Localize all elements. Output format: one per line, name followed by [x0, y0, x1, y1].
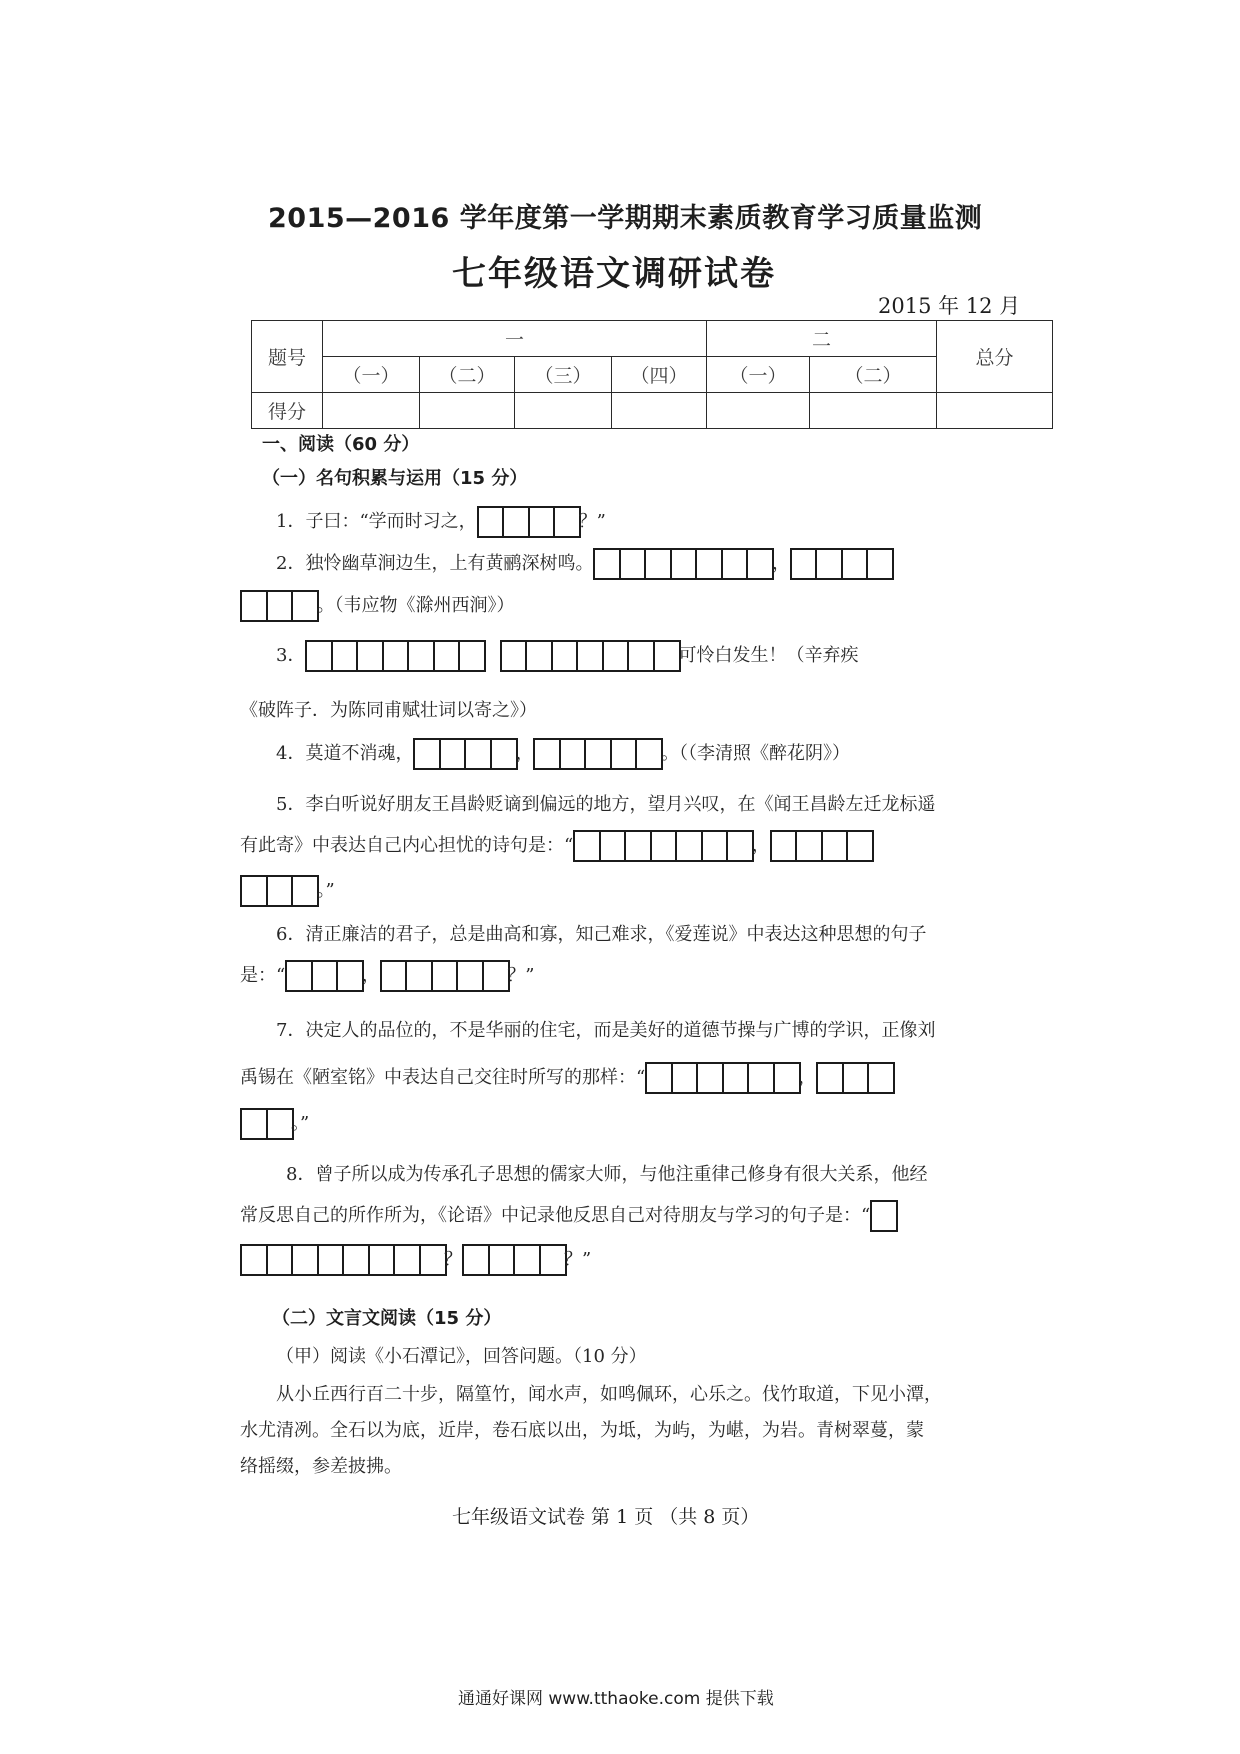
score-cell[interactable]: [810, 393, 937, 429]
answer-box[interactable]: [722, 1062, 750, 1094]
answer-boxes[interactable]: [533, 738, 661, 770]
question-7-end: 。”: [291, 1113, 310, 1134]
answer-box[interactable]: [433, 640, 461, 672]
answer-box[interactable]: [539, 1244, 567, 1276]
answer-box[interactable]: [407, 640, 435, 672]
answer-box[interactable]: [502, 506, 530, 538]
answer-box[interactable]: [380, 960, 408, 992]
answer-box[interactable]: [866, 548, 894, 580]
answer-box[interactable]: [602, 640, 630, 672]
answer-box[interactable]: [240, 875, 268, 907]
question-4-end: 。（（李清照《醉花阴》）: [660, 743, 850, 764]
question-5-line-2: [240, 830, 872, 862]
question-7-text: 禹锡在《陋室铭》中表达自己交往时所写的那样：“: [240, 1067, 646, 1088]
answer-boxes[interactable]: [645, 1062, 798, 1094]
answer-boxes[interactable]: [477, 506, 579, 538]
separator: ？: [444, 1249, 462, 1270]
answer-box[interactable]: [266, 590, 294, 622]
sub-col-header: （四）: [612, 357, 707, 393]
question-6-text: 是：“: [240, 965, 286, 986]
question-4-text: 4．莫道不消魂，: [276, 743, 414, 764]
answer-box[interactable]: [747, 1062, 775, 1094]
answer-box[interactable]: [770, 830, 798, 862]
answer-box[interactable]: [841, 548, 869, 580]
answer-box[interactable]: [746, 548, 774, 580]
exam-date: 2015 年 12 月: [878, 294, 1021, 318]
passage-line: 络摇缀，参差披拂。: [240, 1456, 402, 1477]
question-7-line-3: [240, 1108, 309, 1140]
answer-box[interactable]: [773, 1062, 801, 1094]
answer-box[interactable]: [559, 738, 587, 770]
answer-box[interactable]: [721, 548, 749, 580]
answer-box[interactable]: [342, 1244, 370, 1276]
score-table: [251, 320, 1053, 429]
answer-box[interactable]: [821, 830, 849, 862]
answer-box[interactable]: [413, 738, 441, 770]
question-6-end: ？”: [507, 965, 535, 986]
question-2-end: 。（韦应物《滁州西涧》）: [316, 595, 515, 616]
score-cell[interactable]: [612, 393, 707, 429]
answer-box[interactable]: [815, 548, 843, 580]
answer-boxes[interactable]: [816, 1062, 893, 1094]
answer-box[interactable]: [305, 640, 333, 672]
section-classical-chinese-heading: （二）文言文阅读（15 分）: [272, 1308, 502, 1329]
answer-box[interactable]: [584, 738, 612, 770]
answer-box[interactable]: [610, 738, 638, 770]
answer-box[interactable]: [331, 640, 359, 672]
answer-box[interactable]: [644, 548, 672, 580]
score-cell[interactable]: [707, 393, 810, 429]
answer-box[interactable]: [696, 1062, 724, 1094]
question-1-end: ？”: [578, 511, 606, 532]
answer-box[interactable]: [368, 1244, 396, 1276]
answer-boxes[interactable]: [790, 548, 892, 580]
answer-box[interactable]: [266, 1244, 294, 1276]
answer-box[interactable]: [650, 830, 678, 862]
question-3-line-2: 《破阵子．为陈同甫赋壮词以寄之》）: [240, 700, 537, 721]
answer-box[interactable]: [464, 738, 492, 770]
question-2-text: 2．独怜幽草涧边生，上有黄鹂深树鸣。: [276, 553, 594, 574]
answer-box[interactable]: [870, 1200, 898, 1232]
answer-box[interactable]: [240, 590, 268, 622]
separator: ，: [751, 835, 770, 856]
question-8-text: 常反思自己的所作所为，《论语》中记录他反思自己对待朋友与学习的句子是：“: [240, 1205, 871, 1226]
exam-title: 2015—2016 学年度第一学期期末素质教育学习质量监测: [268, 203, 983, 234]
answer-box[interactable]: [382, 640, 410, 672]
answer-box[interactable]: [431, 960, 459, 992]
sub-col-header: （一）: [323, 357, 420, 393]
answer-box[interactable]: [675, 830, 703, 862]
answer-box[interactable]: [525, 640, 553, 672]
answer-boxes[interactable]: [305, 640, 484, 672]
answer-box[interactable]: [553, 506, 581, 538]
sub-col-header: （三）: [515, 357, 612, 393]
answer-box[interactable]: [671, 1062, 699, 1094]
answer-box[interactable]: [573, 830, 601, 862]
answer-box[interactable]: [356, 640, 384, 672]
page-footer: 七年级语文试卷 第 1 页 （共 8 页）: [452, 1506, 760, 1528]
answer-box[interactable]: [419, 1244, 447, 1276]
answer-box[interactable]: [701, 830, 729, 862]
separator: ，: [798, 1067, 817, 1088]
answer-boxes[interactable]: [240, 1108, 291, 1140]
answer-box[interactable]: [528, 506, 556, 538]
question-5-end: 。”: [316, 880, 335, 901]
sub-col-header: （一）: [707, 357, 810, 393]
answer-box[interactable]: [635, 738, 663, 770]
answer-boxes[interactable]: [285, 960, 362, 992]
answer-box[interactable]: [477, 506, 505, 538]
answer-box[interactable]: [291, 1244, 319, 1276]
answer-box[interactable]: [695, 548, 723, 580]
answer-box[interactable]: [439, 738, 467, 770]
answer-box[interactable]: [726, 830, 754, 862]
answer-box[interactable]: [645, 1062, 673, 1094]
answer-box[interactable]: [462, 1244, 490, 1276]
answer-box[interactable]: [551, 640, 579, 672]
answer-box[interactable]: [533, 738, 561, 770]
answer-box[interactable]: [291, 590, 319, 622]
answer-box[interactable]: [790, 548, 818, 580]
answer-box[interactable]: [311, 960, 339, 992]
answer-box[interactable]: [240, 1244, 268, 1276]
answer-boxes[interactable]: [573, 830, 752, 862]
group-header-1: 一: [323, 321, 707, 357]
answer-boxes[interactable]: [500, 640, 679, 672]
total-score-cell[interactable]: [937, 393, 1053, 429]
answer-box[interactable]: [627, 640, 655, 672]
question-2: [276, 548, 892, 580]
question-8-end: ？”: [564, 1249, 592, 1270]
answer-box[interactable]: [488, 1244, 516, 1276]
answer-box[interactable]: [653, 640, 681, 672]
answer-box[interactable]: [846, 830, 874, 862]
sub-col-header: （二）: [420, 357, 515, 393]
question-2-line-2: [240, 590, 515, 622]
section-reading-heading: 一、阅读（60 分）: [262, 434, 420, 455]
question-3: [276, 640, 858, 672]
question-7-line-2: [240, 1062, 893, 1094]
group-header-2: 二: [707, 321, 937, 357]
total-header: 总分: [937, 321, 1053, 393]
question-1: [276, 506, 606, 538]
passage-line: 水尤清冽。全石以为底，近岸，卷石底以出，为坻，为屿，为嵁，为岩。青树翠蔓，蒙: [240, 1420, 924, 1441]
answer-box[interactable]: [240, 1108, 268, 1140]
answer-boxes[interactable]: [593, 548, 772, 580]
score-cell[interactable]: [323, 393, 420, 429]
section-quotes-heading: （一）名句积累与运用（15 分）: [262, 468, 528, 489]
question-6: 6．清正廉洁的君子，总是曲高和寡，知己难求，《爱莲说》中表达这种思想的句子: [276, 924, 927, 945]
answer-box[interactable]: [867, 1062, 895, 1094]
answer-box[interactable]: [266, 1108, 294, 1140]
answer-boxes[interactable]: [240, 590, 317, 622]
answer-box[interactable]: [593, 548, 621, 580]
answer-box[interactable]: [816, 1062, 844, 1094]
answer-boxes[interactable]: [870, 1200, 896, 1232]
answer-boxes[interactable]: [462, 1244, 564, 1276]
separator: ，: [361, 965, 380, 986]
answer-box[interactable]: [291, 875, 319, 907]
answer-boxes[interactable]: [413, 738, 515, 770]
answer-boxes[interactable]: [380, 960, 508, 992]
answer-box[interactable]: [317, 1244, 345, 1276]
score-cell[interactable]: [420, 393, 515, 429]
answer-box[interactable]: [266, 875, 294, 907]
answer-box[interactable]: [393, 1244, 421, 1276]
answer-box[interactable]: [405, 960, 433, 992]
score-cell[interactable]: [515, 393, 612, 429]
answer-boxes[interactable]: [240, 875, 317, 907]
passage-line: 从小丘西行百二十步，隔篁竹，闻水声，如鸣佩环，心乐之。伐竹取道，下见小潭，: [276, 1384, 942, 1405]
answer-box[interactable]: [619, 548, 647, 580]
answer-box[interactable]: [576, 640, 604, 672]
passage-intro: （甲）阅读《小石潭记》，回答问题。（10 分）: [276, 1346, 647, 1367]
row-header-question: 题号: [252, 321, 323, 393]
answer-box[interactable]: [624, 830, 652, 862]
sub-col-header: （二）: [810, 357, 937, 393]
answer-boxes[interactable]: [770, 830, 872, 862]
question-4: [276, 738, 850, 770]
question-5: 5．李白听说好朋友王昌龄贬谪到偏远的地方，望月兴叹，在《闻王昌龄左迁龙标遥: [276, 794, 936, 815]
separator: ，: [515, 743, 534, 764]
site-footer: 通通好课网 www.tthaoke.com 提供下载: [458, 1689, 774, 1709]
answer-box[interactable]: [456, 960, 484, 992]
answer-box[interactable]: [795, 830, 823, 862]
answer-box[interactable]: [490, 738, 518, 770]
answer-box[interactable]: [670, 548, 698, 580]
separator: ，: [771, 553, 790, 574]
exam-subtitle: 七年级语文调研试卷: [452, 254, 776, 294]
question-3-end: 可怜白发生！（辛弃疾: [678, 645, 859, 666]
question-8: 8．曾子所以成为传承孔子思想的儒家大师，与他注重律己修身有很大关系，他经: [286, 1164, 928, 1185]
answer-box[interactable]: [500, 640, 528, 672]
question-7: 7．决定人的品位的，不是华丽的住宅，而是美好的道德节操与广博的学识，正像刘: [276, 1020, 936, 1041]
answer-box[interactable]: [285, 960, 313, 992]
answer-box[interactable]: [336, 960, 364, 992]
question-1-text: 1．子曰：“学而时习之，: [276, 511, 477, 532]
answer-box[interactable]: [599, 830, 627, 862]
answer-boxes[interactable]: [240, 1244, 444, 1276]
question-3-num: 3．: [276, 645, 306, 666]
question-5-text: 有此寄》中表达自己内心担忧的诗句是：“: [240, 835, 574, 856]
question-8-line-3: [240, 1244, 591, 1276]
row-header-score: 得分: [252, 393, 323, 429]
answer-box[interactable]: [842, 1062, 870, 1094]
answer-box[interactable]: [482, 960, 510, 992]
question-8-line-2: [240, 1200, 896, 1232]
answer-box[interactable]: [458, 640, 486, 672]
answer-box[interactable]: [513, 1244, 541, 1276]
question-5-line-3: [240, 875, 335, 907]
question-6-line-2: [240, 960, 534, 992]
